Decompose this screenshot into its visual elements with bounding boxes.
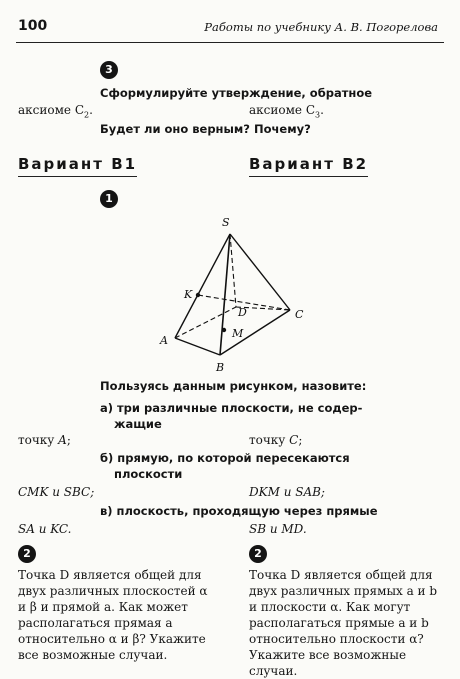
task1-left-point: точку A; — [18, 433, 71, 447]
task3-right-axiom: аксиоме $C_3$. — [249, 103, 324, 120]
task3-question: Будет ли оно верным? Почему? — [100, 122, 311, 136]
task3-badge: 3 — [100, 61, 118, 79]
label-k: K — [184, 288, 193, 301]
task2-right-badge: 2 — [249, 545, 267, 563]
running-title: Работы по учебнику А. В. Погорелова — [204, 20, 438, 34]
task1-item-b-line2: плоскости — [114, 467, 183, 481]
task3-left-axiom: аксиоме $C_2$. — [18, 103, 93, 120]
label-d: D — [238, 306, 247, 319]
task1-item-a-line1: а) три различные плоскости, не содер- — [100, 401, 363, 415]
task1-item-c: в) плоскость, проходящую через прямые — [100, 504, 378, 518]
label-s: S — [222, 216, 230, 229]
task2-left-badge: 2 — [18, 545, 36, 563]
task1-item-a-line2: жащие — [114, 417, 162, 431]
variant-b1-heading: Вариант В1 — [18, 155, 137, 177]
label-a: A — [160, 334, 168, 347]
task1-right-point: точку C; — [249, 433, 303, 447]
task1-item-b-line1: б) прямую, по которой пересекаются — [100, 451, 350, 465]
variant-b2-heading: Вариант В2 — [249, 155, 368, 177]
task2-right-text: Точка D является общей для двух различных прямых a и b и плоскости α. Как могут располагаться прямые a и b относительно плоскости α? Укажите все возможные случаи. — [249, 568, 438, 678]
task1-badge: 1 — [100, 190, 118, 208]
task1-left-planes: CMK и SBC; — [18, 485, 95, 499]
task2-left-text: Точка D является общей для двух различных плоскостей α и β и прямой a. Как может располагаться прямая a относительно α и β? Укажите все возможные случаи. — [18, 568, 208, 662]
label-m: M — [232, 327, 244, 340]
pyramid-figure — [140, 210, 320, 375]
task1-right-lines: SB и MD. — [249, 522, 307, 536]
task1-left-lines: SA и KC. — [18, 522, 72, 536]
header-rule — [16, 42, 444, 43]
page-number: 100 — [18, 18, 48, 34]
task1-intro: Пользуясь данным рисунком, назовите: — [100, 379, 367, 393]
label-b: B — [216, 361, 225, 374]
task3-line1: Сформулируйте утверждение, обратное — [100, 86, 373, 100]
label-c: C — [295, 308, 304, 321]
task1-right-planes: DKM и SAB; — [249, 485, 325, 499]
